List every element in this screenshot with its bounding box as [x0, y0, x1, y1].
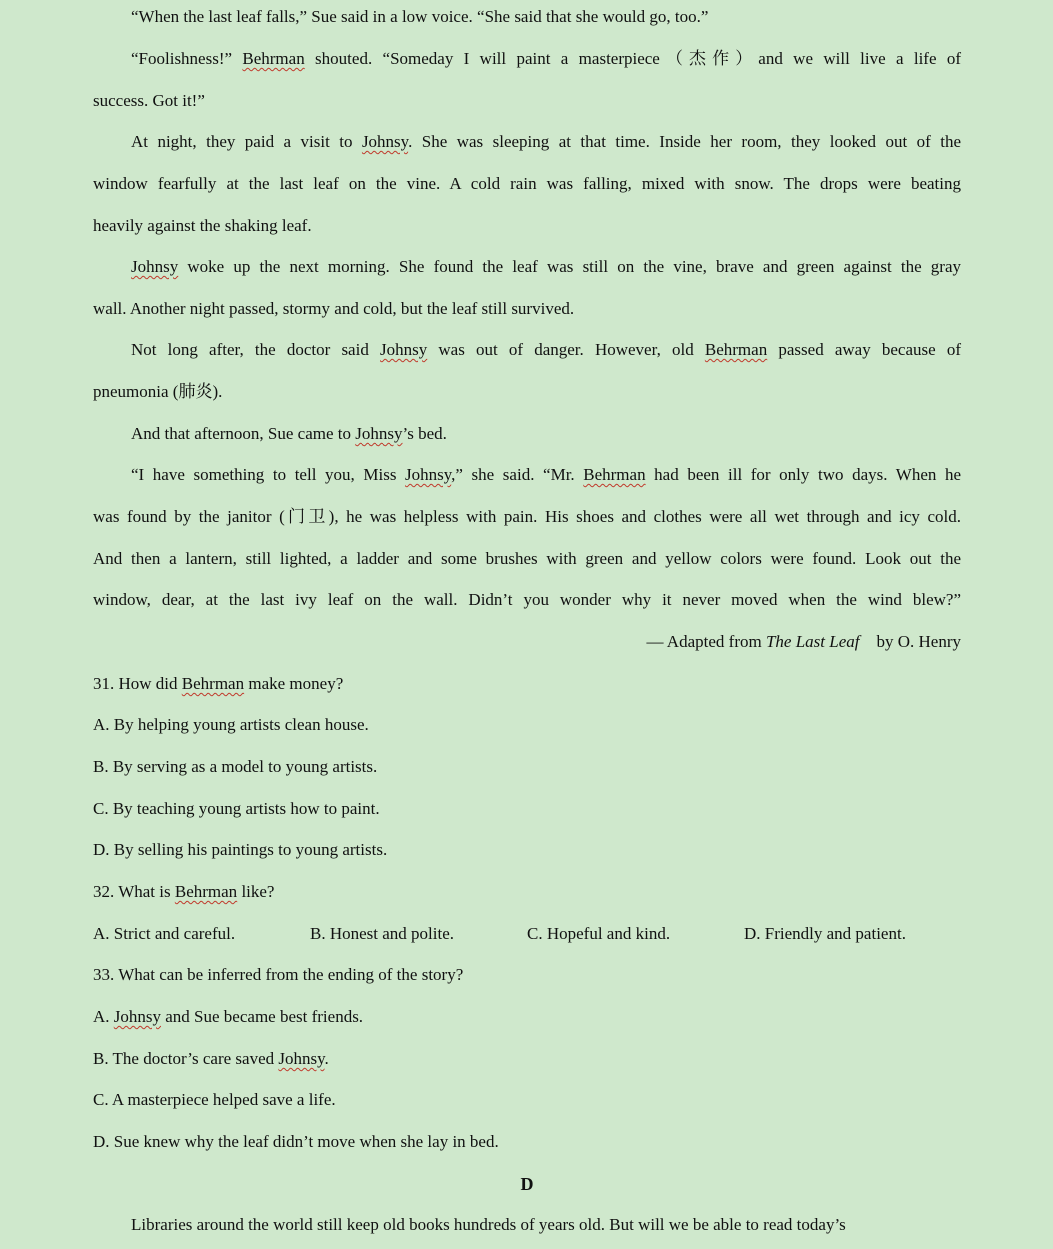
question-31-option-c[interactable]: C. By teaching young artists how to paint. — [93, 799, 380, 818]
question-32-option-c[interactable]: C. Hopeful and kind. — [527, 924, 671, 943]
section-heading: D — [520, 1174, 534, 1194]
name-behrman: Behrman — [704, 340, 768, 359]
passage-line: And then a lantern, still lighted, a ladder and some brushes with green and yellow colors were found. Look out the — [93, 549, 961, 568]
name-johnsy: Johnsy — [131, 257, 179, 276]
passage-line: And that afternoon, Sue came to Johnsy’s bed. — [131, 424, 447, 443]
question-32-option-d[interactable]: D. Friendly and patient. — [744, 924, 906, 943]
question-33-option-a[interactable]: A. Johnsy and Sue became best friends. — [93, 1007, 364, 1026]
name-behrman: Behrman — [242, 49, 305, 68]
story-title: The Last Leaf — [765, 632, 860, 651]
name-johnsy: Johnsy — [113, 1007, 162, 1026]
passage-line: “I have something to tell you, Miss Johnsy,” she said. “Mr. Behrman had been ill for only two days. When he — [131, 465, 962, 484]
passage-line: heavily against the shaking leaf. — [93, 216, 312, 235]
name-behrman: Behrman — [583, 465, 646, 484]
name-johnsy: Johnsy — [380, 340, 428, 359]
passage-line: window, dear, at the last ivy leaf on the wall. Didn’t you wonder why it never moved when the wind blew?” — [93, 590, 961, 609]
question-32-option-b[interactable]: B. Honest and polite. — [310, 924, 455, 943]
question-33-option-d[interactable]: D. Sue knew why the leaf didn’t move when she lay in bed. — [93, 1132, 499, 1151]
question-31-stem: 31. How did Behrman make money? — [93, 674, 344, 693]
passage-line: window fearfully at the last leaf on the vine. A cold rain was falling, mixed with snow. The drops were beating — [93, 174, 961, 193]
passage-line: Johnsy woke up the next morning. She found the leaf was still on the vine, brave and green against the gray — [131, 257, 961, 276]
question-31-option-d[interactable]: D. By selling his paintings to young artists. — [93, 840, 388, 859]
question-33-option-c[interactable]: C. A masterpiece helped save a life. — [93, 1090, 336, 1109]
section-d-line: Libraries around the world still keep old books hundreds of years old. But will we be able to read today’s — [131, 1215, 846, 1234]
name-behrman: Behrman — [181, 674, 245, 693]
question-33-option-b[interactable]: B. The doctor’s care saved Johnsy. — [93, 1049, 329, 1068]
name-johnsy: Johnsy — [405, 465, 452, 484]
passage-line: At night, they paid a visit to Johnsy. She was sleeping at that time. Inside her room, they looked out of the — [131, 132, 961, 151]
passage-line: wall. Another night passed, stormy and cold, but the leaf still survived. — [93, 299, 575, 318]
passage-line: Not long after, the doctor said Johnsy was out of danger. However, old Behrman passed away because of — [131, 340, 962, 359]
question-33-stem: 33. What can be inferred from the ending of the story? — [93, 965, 464, 984]
passage-line: was found by the janitor (门卫), he was helpless with pain. His shoes and clothes were all wet through and icy cold. — [93, 507, 961, 526]
question-31-option-a[interactable]: A. By helping young artists clean house. — [93, 715, 369, 734]
name-behrman: Behrman — [174, 882, 238, 901]
passage-line: “Foolishness!” Behrman shouted. “Someday I will paint a masterpiece（杰作）and we will live a life of — [131, 49, 961, 68]
question-31-option-b[interactable]: B. By serving as a model to young artists. — [93, 757, 378, 776]
question-32-option-a[interactable]: A. Strict and careful. — [93, 924, 236, 943]
name-johnsy: Johnsy — [355, 424, 403, 443]
attribution: — Adapted from The Last Leaf by O. Henry — [646, 632, 961, 651]
passage-line: success. Got it!” — [93, 91, 205, 110]
name-johnsy: Johnsy — [361, 132, 409, 151]
name-johnsy: Johnsy — [278, 1049, 325, 1068]
passage-line: “When the last leaf falls,” Sue said in a low voice. “She said that she would go, too.” — [131, 7, 709, 26]
question-32-stem: 32. What is Behrman like? — [93, 882, 275, 901]
passage-line: pneumonia (肺炎). — [93, 382, 223, 401]
